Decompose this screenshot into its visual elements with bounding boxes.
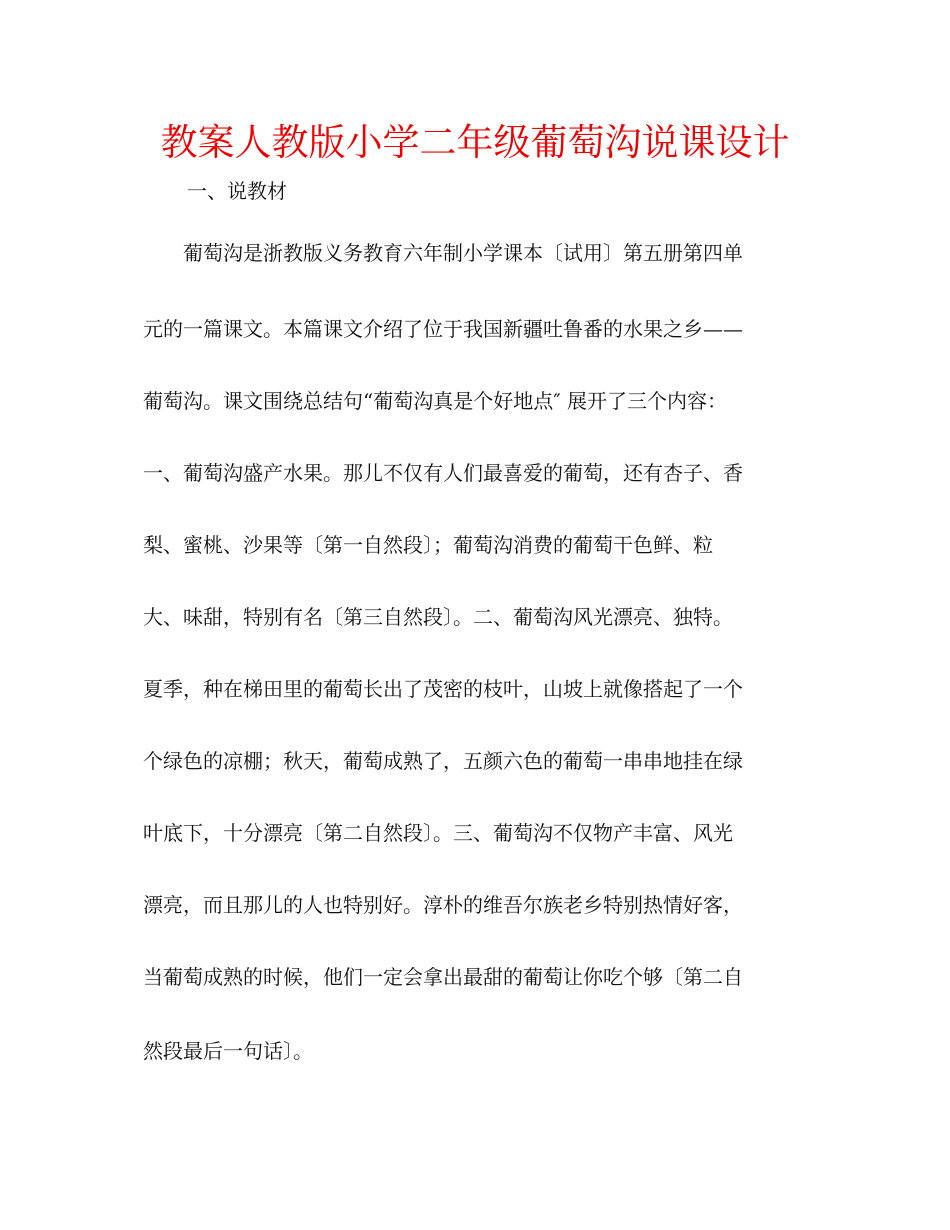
section-heading: 一、说教材 xyxy=(187,179,287,203)
paragraph-line: 叶底下，十分漂亮〔第二自然段〕。三、葡萄沟不仅物产丰富、风光 xyxy=(143,821,733,845)
paragraph-line: 葡萄沟。课文围绕总结句“葡萄沟真是个好地点″ 展开了三个内容： xyxy=(143,389,728,413)
paragraph-line: 梨、蜜桃、沙果等〔第一自然段〕；葡萄沟消费的葡萄干色鲜、粒 xyxy=(143,533,713,557)
paragraph-line: 个绿色的凉棚；秋天，葡萄成熟了，五颜六色的葡萄一串串地挂在绿 xyxy=(143,749,743,773)
paragraph-line: 一、葡萄沟盛产水果。那儿不仅有人们最喜爱的葡萄，还有杏子、香 xyxy=(143,461,743,485)
paragraph-line: 然段最后一句话〕。 xyxy=(143,1039,313,1063)
paragraph-line: 当葡萄成熟的时候，他们一定会拿出最甜的葡萄让你吃个够〔第二自 xyxy=(143,965,743,989)
paragraph-line: 漂亮，而且那儿的人也特别好。淳朴的维吾尔族老乡特别热情好客， xyxy=(143,893,743,917)
paragraph-line: 葡萄沟是浙教版义务教育六年制小学课本〔试用〕第五册第四单 xyxy=(143,241,743,265)
paragraph-line: 元的一篇课文。本篇课文介绍了位于我国新疆吐鲁番的水果之乡—— xyxy=(143,317,743,341)
paragraph-line: 大、味甜，特别有名〔第三自然段〕。二、葡萄沟风光漂亮、独特。 xyxy=(143,605,733,629)
paragraph-line: 夏季，种在梯田里的葡萄长出了茂密的枝叶，山坡上就像搭起了一个 xyxy=(143,677,743,701)
document-title: 教案人教版小学二年级葡萄沟说课设计 xyxy=(160,121,790,164)
